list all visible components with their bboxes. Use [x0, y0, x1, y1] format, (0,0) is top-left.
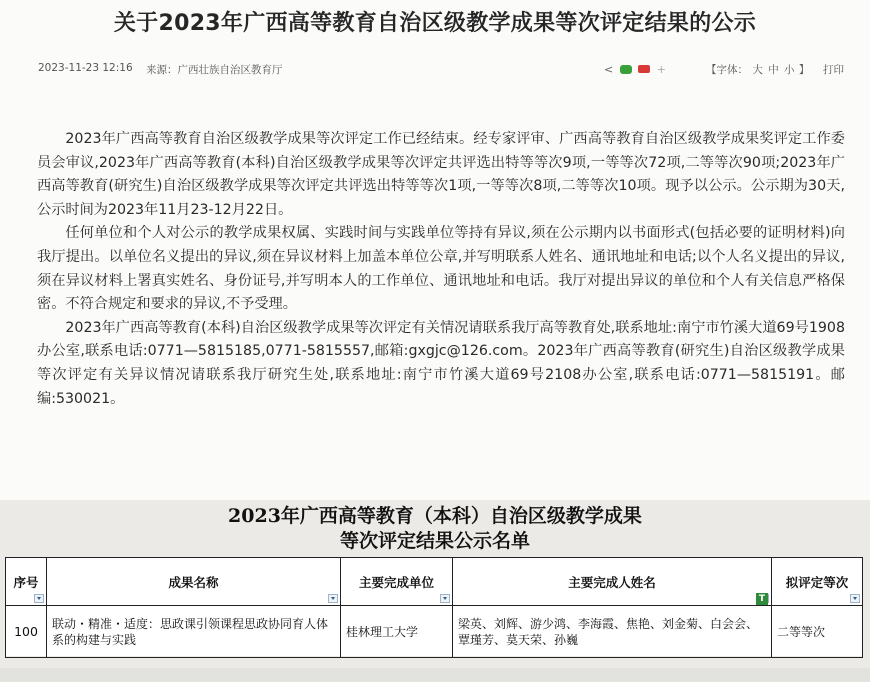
header-people: 主要完成人姓名 [453, 558, 772, 606]
font-size-medium-button[interactable]: 中 [768, 64, 779, 76]
table-header-row [6, 558, 863, 606]
header-grade: 拟评定等次 [772, 558, 863, 606]
header-num: 序号 [6, 558, 47, 606]
table-title-line-1: 2023年广西高等教育（本科）自治区级教学成果 [228, 505, 642, 527]
article-paragraph-1: 2023年广西高等教育自治区级教学成果等次评定工作已经结束。经专家评审、广西高等教育自治区级教学成果奖评定工作委员会审议,2023年广西高等教育(本科)自治区级教学成果等次评定共评选出特等等次9项,一等等次72项,二等等次90项;2023年广西高等教育(研究生)自治区级教学成果等次评定共评选出特等等次1项,一等等次8项,二等等次10项。现予以公示。公示期为30天,公示时间为2023年11月23-12月22日。 [37, 131, 845, 218]
filter-dropdown-icon[interactable] [850, 594, 860, 603]
filter-dropdown-icon[interactable] [34, 594, 44, 603]
print-link[interactable]: 打印 [823, 64, 844, 76]
article-paragraph-3: 2023年广西高等教育(本科)自治区级教学成果等次评定有关情况请联系我厅高等教育处,联系地址:南宁市竹溪大道69号1908办公室,联系电话:0771—5815185,0771-5815557,邮箱:gxgjc@126.com。2023年广西高等教育(研究生)自治区级教学成果等次评定有关异议情况请联系我厅研究生处,联系地址:南宁市竹溪大道69号2108办公室,联系电话:0771—5815191。邮编:530021。 [37, 319, 845, 407]
cell-num: 100 [6, 606, 47, 658]
header-unit: 主要完成单位 [341, 558, 453, 606]
results-table [5, 557, 863, 658]
table-title-line-2: 等次评定结果公示名单 [339, 530, 530, 552]
article-source: 来源：广西壮族自治区教育厅 [146, 64, 283, 76]
wechat-share-icon[interactable] [620, 65, 632, 74]
table-row [6, 606, 863, 658]
filter-dropdown-icon[interactable] [328, 594, 338, 603]
weibo-share-icon[interactable] [638, 65, 650, 73]
filter-dropdown-icon[interactable] [440, 594, 450, 603]
header-name: 成果名称 [47, 558, 341, 606]
font-size-control [706, 62, 809, 77]
font-size-large-button[interactable]: 大 [752, 64, 763, 76]
results-sheet [5, 557, 862, 656]
publish-date: 2023-11-23 12:16 [38, 62, 133, 74]
cell-name: 联动・精准・适度：思政课引领课程思政协同育人体系的构建与实践 [47, 606, 341, 658]
font-size-close: 】 [798, 64, 810, 76]
article-meta [38, 62, 844, 78]
article-paragraph-2: 任何单位和个人对公示的教学成果权属、实践时间与实践单位等持有异议,须在公示期内以书面形式(包括必要的证明材料)向我厅提出。以单位名义提出的异议,须在异议材料上加盖本单位公章,并写明联系人姓名、通讯地址和电话;以个人名义提出的异议,须在异议材料上署真实姓名、身份证号,并写明本人的工作单位、通讯地址和电话。我厅对提出异议的单位和个人有关信息严格保密。不符合规定和要求的异议,不予受理。 [37, 225, 845, 313]
font-size-small-button[interactable]: 小 [784, 64, 795, 76]
page-title: 关于2023年广西高等教育自治区级教学成果等次评定结果的公示 [113, 11, 757, 36]
cell-unit: 桂林理工大学 [341, 606, 453, 658]
share-bar [604, 62, 669, 76]
cell-people: 梁英、刘辉、游少鸿、李海霞、焦艳、刘金菊、白会会、覃瑾芳、莫天荣、孙巍 [453, 606, 772, 658]
bottom-bar [0, 668, 870, 682]
more-share-icon[interactable]: + [656, 62, 666, 76]
table-title [0, 504, 870, 554]
article-body [37, 128, 845, 411]
share-icon[interactable]: < [604, 62, 614, 76]
font-size-open: 【字体： [706, 64, 748, 76]
filter-marker-icon: T [756, 593, 768, 605]
cell-grade: 二等等次 [772, 606, 863, 658]
